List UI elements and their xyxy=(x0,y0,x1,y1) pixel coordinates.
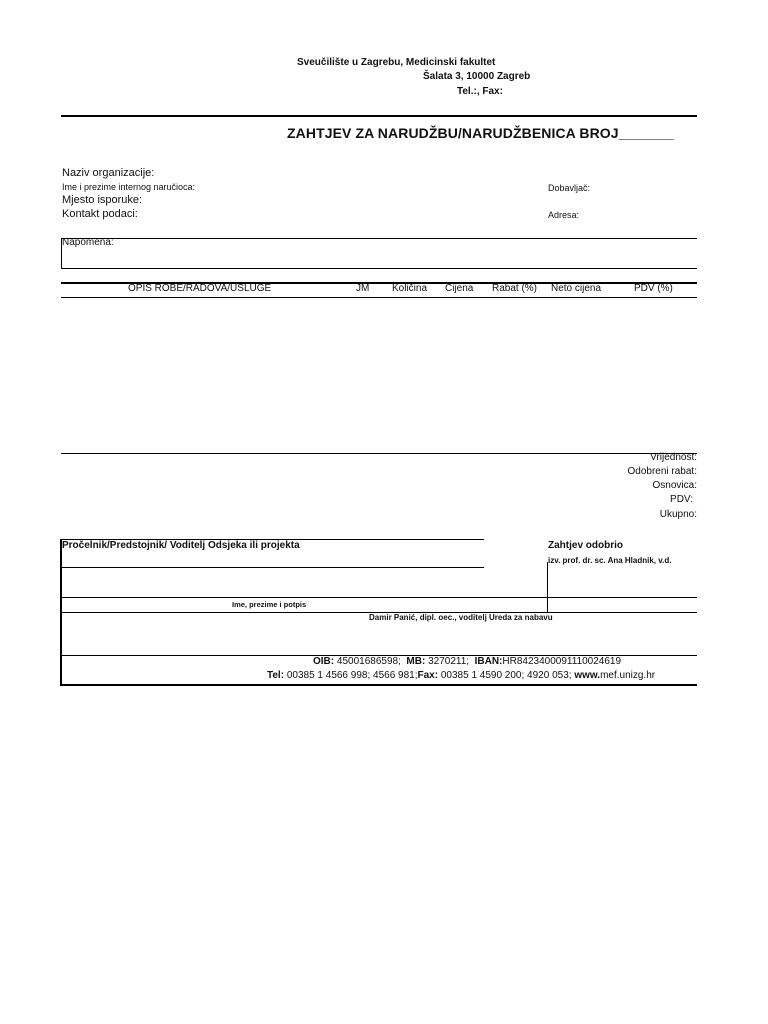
table-header-bottom-border xyxy=(61,297,697,298)
web-label: www. xyxy=(574,670,601,681)
footer-bottom-border xyxy=(61,684,697,686)
contact-data-label: Kontakt podaci: xyxy=(62,208,138,220)
signature-line-upper xyxy=(61,567,484,568)
fax-value: 00385 1 4590 200; 4920 053; xyxy=(438,670,575,681)
mb-label: MB: xyxy=(406,656,426,667)
oib-value: 45001686598; xyxy=(334,656,407,667)
note-box xyxy=(61,238,697,269)
delivery-place-label: Mjesto isporuke: xyxy=(62,194,143,206)
fax-label: Fax: xyxy=(417,670,439,681)
internal-orderer-label: Ime i prezime internog naručioca: xyxy=(62,182,196,192)
approved-discount-label: Odobreni rabat: xyxy=(627,466,697,477)
column-header-vat: PDV (%) xyxy=(634,283,673,294)
supplier-label: Dobavljač: xyxy=(548,183,591,193)
table-bottom-border xyxy=(61,453,697,454)
column-header-quantity: Količina xyxy=(392,283,428,294)
approver-divider xyxy=(547,562,548,612)
column-header-discount: Rabat (%) xyxy=(492,283,538,294)
tel-label: Tel: xyxy=(267,670,285,681)
supplier-address-label: Adresa: xyxy=(548,210,580,220)
approved-by-label: Zahtjev odobrio xyxy=(548,540,623,551)
footer-line-1 xyxy=(313,656,621,667)
tel-value: 00385 1 4566 998; 4566 981; xyxy=(284,670,418,681)
institution-name: Sveučilište u Zagrebu, Medicinski fakultet xyxy=(297,57,496,68)
approver-name: izv. prof. dr. sc. Ana Hladnik, v.d. xyxy=(548,556,672,565)
signature-line-lower xyxy=(61,597,697,598)
department-head-label: Pročelnik/Predstojnik/ Voditelj Odsjeka ili projekta xyxy=(62,540,300,551)
institution-contact: Tel.:, Fax: xyxy=(457,86,503,97)
iban-value: HR8423400091110024619 xyxy=(502,656,622,667)
vat-label: PDV: xyxy=(670,494,693,505)
mb-value: 3270211; xyxy=(425,656,475,667)
footer-line-2 xyxy=(267,670,655,681)
procurement-head: Damir Panić, dipl. oec., voditelj Ureda za nabavu xyxy=(369,613,553,622)
note-label: Napomena: xyxy=(62,237,114,248)
title-divider xyxy=(61,115,697,117)
column-header-price: Cijena xyxy=(445,283,474,294)
grand-total-label: Ukupno: xyxy=(659,509,697,520)
column-header-net-price: Neto cijena xyxy=(551,283,602,294)
organization-label: Naziv organizacije: xyxy=(62,167,155,179)
column-header-description: OPIS ROBE/RADOVA/USLUGE xyxy=(128,283,272,294)
column-header-unit: JM xyxy=(356,283,370,294)
form-title: ZAHTJEV ZA NARUDŽBU/NARUDŽBENICA BROJ_______ xyxy=(287,125,674,141)
total-value-label: Vrijednost: xyxy=(650,452,697,463)
web-value: mef.unizg.hr xyxy=(600,670,656,681)
iban-label: IBAN: xyxy=(474,656,503,667)
oib-label: OIB: xyxy=(313,656,335,667)
tax-base-label: Osnovica: xyxy=(652,480,697,491)
institution-address: Šalata 3, 10000 Zagreb xyxy=(423,71,531,82)
name-signature-label: Ime, prezime i potpis xyxy=(232,600,307,609)
